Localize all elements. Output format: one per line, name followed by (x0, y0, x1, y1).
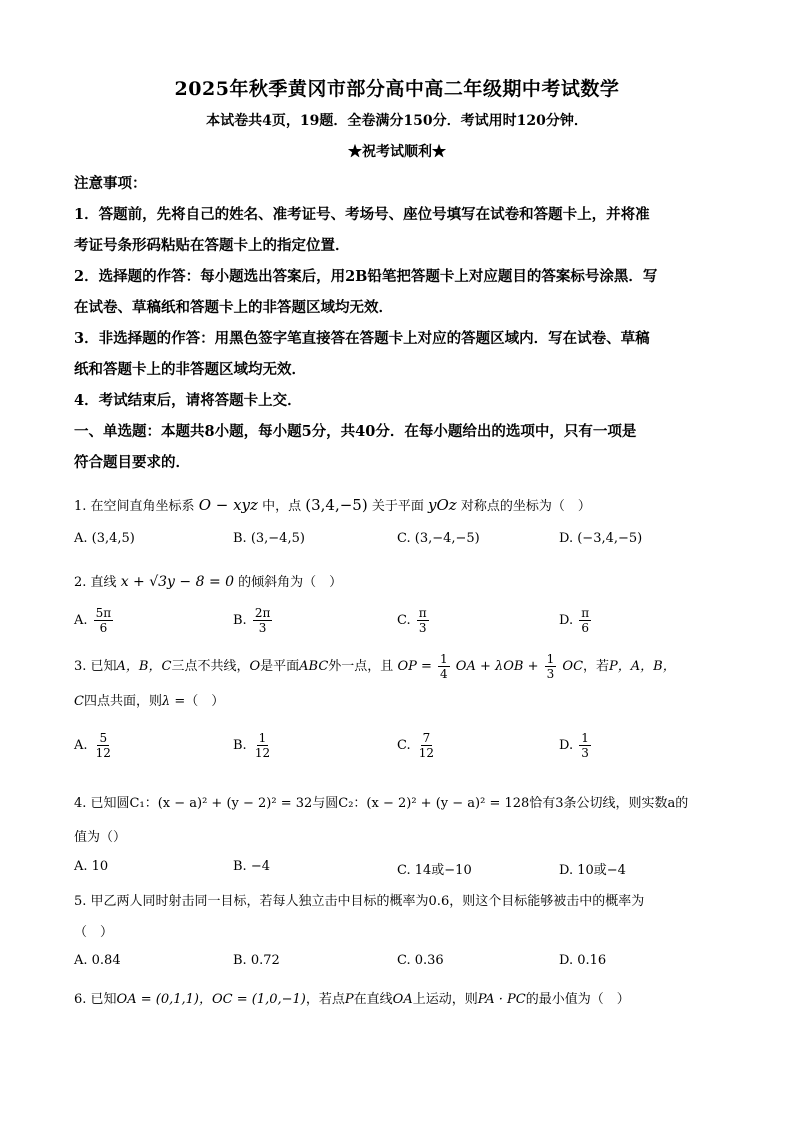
section-heading-line1: 一、单选题：本题共8小题，每小题5分，共40分．在每小题给出的选项中，只有一项是 (74, 423, 637, 440)
q3-option-b: B. $\frac{1}{12}$ (233, 731, 271, 760)
q2-pre: 2. 直线 (74, 575, 117, 590)
q6-dot-product: PA · PC (477, 992, 526, 1007)
note-line-2: 考证号条形码粘贴在答题卡上的指定位置． (74, 237, 350, 254)
q5-option-d: D. 0.16 (559, 953, 607, 968)
q3-fraction-1: $\frac{1}{4}$ (440, 652, 448, 681)
q2-option-b: B. $\frac{2\pi}{3}$ (233, 606, 271, 635)
q1-option-a: A. (3,4,5) (74, 531, 135, 546)
q4-option-c: C. 14或−10 (397, 863, 472, 878)
q3-vector-oc: OC (562, 659, 584, 674)
q2-option-a: A. $\frac{5\pi}{6}$ (74, 606, 112, 635)
q1-post: 对称点的坐标为（ ） (460, 499, 591, 514)
q1-pre: 1. 在空间直角坐标系 (74, 499, 195, 514)
question-5-line-1: 5. 甲乙两人同时射击同一目标，若每人独立击中目标的概率为0.6，则这个目标能够被击中的概率为 (74, 894, 645, 909)
q2-option-c-fraction: $\frac{\pi}{3}$ (418, 606, 427, 635)
q6-vector-oa: OA = (0,1,1)， (116, 992, 212, 1007)
q3-option-a-fraction: $\frac{5}{12}$ (95, 731, 111, 760)
note-line-3: 2．选择题的作答：每小题选出答案后，用2B铅笔把答题卡上对应题目的答案标号涂黑．写 (74, 268, 658, 285)
question-4-line-1: 4. 已知圆C₁：(x − a)² + (y − 2)² = 32与圆C₂：(x − 2)² + (y − a)² = 128恰有3条公切线，则实数a的 (74, 796, 689, 811)
question-1 (74, 495, 591, 514)
q3-option-d: D. $\frac{1}{3}$ (559, 731, 589, 760)
q2-option-b-fraction: $\frac{2\pi}{3}$ (254, 606, 271, 635)
exam-wish: ★祝考试顺利★ (348, 144, 446, 160)
q1-system: O − xyz (198, 496, 258, 514)
q3-option-d-fraction: $\frac{1}{3}$ (581, 731, 589, 760)
q5-option-a: A. 0.84 (74, 953, 121, 968)
question-4-line-2: 值为（） (74, 830, 127, 845)
note-line-6: 纸和答题卡上的非答题区域均无效． (74, 361, 306, 378)
q2-equation: x + √3y − 8 = 0 (120, 574, 235, 590)
note-line-4: 在试卷、草稿纸和答题卡上的非答题区域均无效． (74, 299, 393, 316)
q1-mid: 中，点 (262, 499, 302, 514)
q1-option-b: B. (3,−4,5) (233, 531, 305, 546)
question-3-line-1: 3. 已知A，B，C三点不共线，O是平面ABC外一点，且 OP = $\frac{1}{4}$ OA + λOB + $\frac{1}{3}$ OC，若P，A，B， (74, 652, 676, 681)
q3-option-c: C. $\frac{7}{12}$ (397, 731, 435, 760)
note-line-5: 3．非选择题的作答：用黑色签字笔直接答在答题卡上对应的答题区域内．写在试卷、草稿 (74, 330, 650, 347)
question-2 (74, 571, 342, 590)
q1-option-c: C. (3,−4,−5) (397, 531, 480, 546)
question-6: 6. 已知OA = (0,1,1)，OC = (1,0,−1)，若点P在直线OA上运动，则PA · PC的最小值为（ ） (74, 992, 630, 1007)
q1-mid2: 关于平面 (371, 499, 424, 514)
question-5-line-2: （ ） (74, 925, 114, 940)
question-3-line-2: C四点共面，则λ =（ ） (74, 694, 225, 709)
q1-point: (3,4,−5) (305, 496, 368, 514)
exam-title: 2025年秋季黄冈市部分高中高二年级期中考试数学 (174, 78, 620, 100)
exam-subtitle: 本试卷共4页，19题．全卷满分150分．考试用时120分钟． (206, 113, 588, 129)
q3-option-c-fraction: $\frac{7}{12}$ (418, 731, 435, 760)
q2-option-a-fraction: $\frac{5\pi}{6}$ (95, 606, 112, 635)
note-line-1: 1．答题前，先将自己的姓名、准考证号、考场号、座位号填写在试卷和答题卡上，并将准 (74, 206, 650, 223)
q6-vector-oc: OC = (1,0,−1) (211, 992, 306, 1007)
q2-option-d: D. $\frac{\pi}{6}$ (559, 606, 590, 635)
q4-option-a: A. 10 (74, 859, 109, 874)
q1-plane: yOz (427, 496, 457, 514)
q4-option-d: D. 10或−4 (559, 863, 626, 878)
q2-option-c: C. $\frac{\pi}{3}$ (397, 606, 427, 635)
q5-option-c: C. 0.36 (397, 953, 444, 968)
note-line-7: 4．考试结束后，请将答题卡上交． (74, 392, 302, 409)
q5-option-b: B. 0.72 (233, 953, 280, 968)
q4-option-b: B. −4 (233, 859, 270, 874)
q3-fraction-2: $\frac{1}{3}$ (546, 652, 555, 681)
q3-vector-op: OP = (397, 659, 432, 674)
q3-option-b-fraction: $\frac{1}{12}$ (254, 731, 271, 760)
q2-option-d-fraction: $\frac{\pi}{6}$ (581, 606, 590, 635)
notes-heading: 注意事项： (74, 175, 147, 192)
q3-option-a: A. $\frac{5}{12}$ (74, 731, 111, 760)
q2-post: 的倾斜角为（ ） (238, 575, 343, 590)
q3-vector-mid: OA + λOB + (455, 659, 539, 674)
section-heading-line2: 符合题目要求的． (74, 454, 190, 471)
q1-option-d: D. (−3,4,−5) (559, 531, 643, 546)
